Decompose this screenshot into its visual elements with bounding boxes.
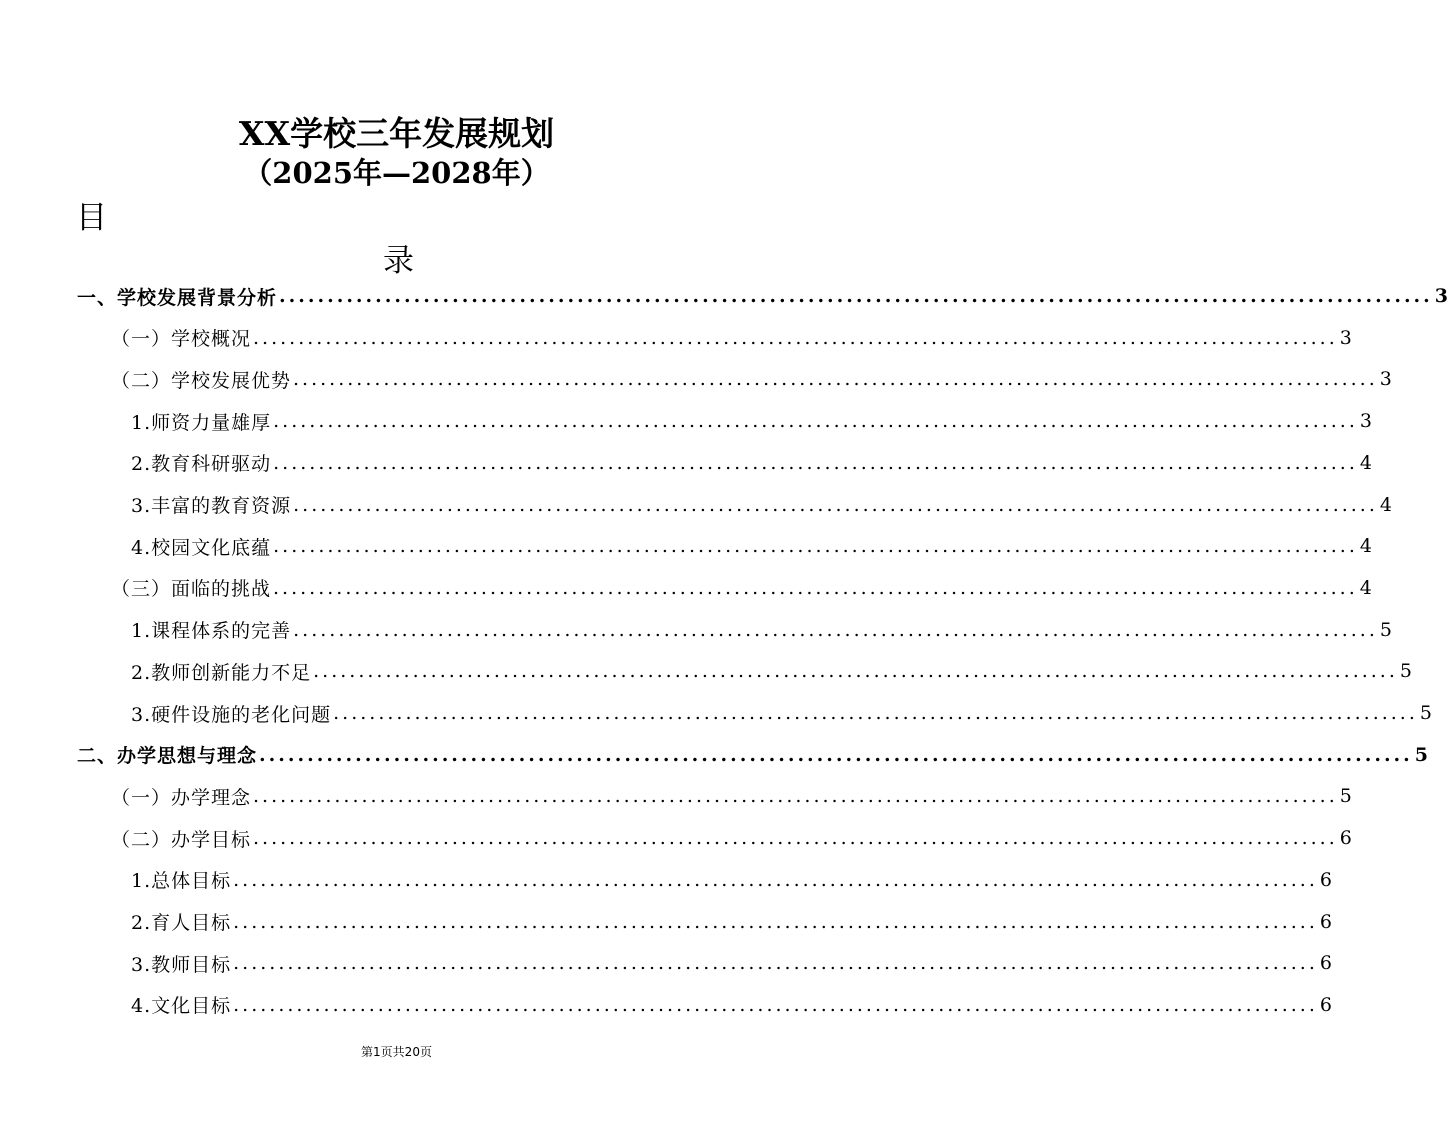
toc-leader-dots: ........................................................................................................................ xyxy=(253,326,1338,349)
toc-page-number: 5 xyxy=(1414,743,1429,766)
toc-entry-text: （一）办学理念 xyxy=(111,786,252,809)
document-title: XX学校三年发展规划 xyxy=(238,114,555,153)
toc-leader-dots: ........................................................................................................................ xyxy=(233,868,1318,891)
toc-entry[interactable] xyxy=(131,528,1372,564)
toc-heading-part1: 目 xyxy=(76,200,107,236)
toc-page-number: 4 xyxy=(1359,576,1372,599)
toc-entry-text: （二）学校发展优势 xyxy=(111,369,292,392)
toc-leader-dots: ........................................................................................................................ xyxy=(293,368,1378,391)
toc-entry-text: 3.丰富的教育资源 xyxy=(131,495,292,517)
toc-entry[interactable] xyxy=(131,695,1432,731)
toc-entry-text: 4.文化目标 xyxy=(131,995,232,1018)
toc-leader-dots: ........................................................................................................................ xyxy=(333,702,1418,724)
toc-page-number: 5 xyxy=(1399,660,1412,683)
toc-page-number: 6 xyxy=(1319,993,1332,1016)
toc-leader-dots: ........................................................................................................................ xyxy=(253,785,1338,808)
toc-page-number: 4 xyxy=(1359,451,1372,474)
toc-page-number: 5 xyxy=(1339,785,1352,808)
toc-entry[interactable] xyxy=(131,612,1392,648)
toc-leader-dots: ........................................................................................................................ xyxy=(273,576,1358,599)
toc-entry-text: 3.硬件设施的老化问题 xyxy=(131,703,332,726)
toc-page-number: 6 xyxy=(1319,952,1332,975)
toc-entry[interactable] xyxy=(131,487,1392,523)
toc-entry-text: 1.课程体系的完善 xyxy=(131,620,292,643)
toc-leader-dots: ........................................................................................................................ xyxy=(293,618,1378,641)
toc-entry-text: 2.育人目标 xyxy=(131,912,232,934)
toc-entry[interactable] xyxy=(77,278,1448,314)
toc-entry[interactable] xyxy=(131,445,1372,481)
toc-entry-text: 二、办学思想与理念 xyxy=(77,745,258,768)
toc-entry-text: 一、学校发展背景分析 xyxy=(77,286,278,309)
toc-leader-dots: ........................................................................................................................ xyxy=(253,827,1338,850)
toc-entry-text: 2.教育科研驱动 xyxy=(131,453,272,476)
toc-entry[interactable] xyxy=(111,778,1352,814)
toc-entry-text: （二）办学目标 xyxy=(111,828,252,851)
toc-entry-text: （三）面临的挑战 xyxy=(111,578,272,601)
toc-leader-dots: ........................................................................................................................ xyxy=(233,993,1318,1016)
toc-leader-dots: ........................................................................................................................ xyxy=(233,952,1318,975)
toc-entry[interactable] xyxy=(131,945,1332,981)
toc-leader-dots: ........................................................................................................................ xyxy=(279,285,1433,307)
toc-entry[interactable] xyxy=(111,570,1372,606)
toc-entry[interactable] xyxy=(111,320,1352,356)
toc-page-number: 3 xyxy=(1339,326,1352,349)
toc-entry[interactable] xyxy=(131,403,1372,439)
toc-entry-text: 1.师资力量雄厚 xyxy=(131,411,272,434)
toc-entry[interactable] xyxy=(131,862,1332,898)
toc-leader-dots: ........................................................................................................................ xyxy=(233,910,1318,933)
toc-entry-text: 3.教师目标 xyxy=(131,953,232,976)
toc-page-number: 4 xyxy=(1379,493,1392,516)
toc-page-number: 3 xyxy=(1359,410,1372,433)
toc-leader-dots: ........................................................................................................................ xyxy=(259,743,1413,766)
toc-entry-text: 1.总体目标 xyxy=(131,870,232,893)
toc-entry[interactable] xyxy=(77,737,1429,773)
toc-entry-text: 2.教师创新能力不足 xyxy=(131,661,312,684)
toc-entry[interactable] xyxy=(131,653,1412,689)
toc-leader-dots: ........................................................................................................................ xyxy=(273,535,1358,558)
toc-page-number: 5 xyxy=(1419,702,1432,724)
toc-entry-text: 4.校园文化底蕴 xyxy=(131,536,272,559)
toc-page-number: 6 xyxy=(1319,868,1332,891)
toc-entry[interactable] xyxy=(111,361,1392,397)
toc-page-number: 3 xyxy=(1434,285,1448,307)
toc-heading-part2: 录 xyxy=(383,243,414,279)
toc-leader-dots: ........................................................................................................................ xyxy=(273,410,1358,433)
toc-page-number: 5 xyxy=(1379,618,1392,641)
toc-entry[interactable] xyxy=(131,904,1332,940)
document-subtitle: （2025年—2028年） xyxy=(243,156,550,190)
toc-entry-text: （一）学校概况 xyxy=(111,328,252,351)
toc-entry[interactable] xyxy=(111,820,1352,856)
toc-page-number: 4 xyxy=(1359,535,1372,558)
toc-page-number: 3 xyxy=(1379,368,1392,391)
toc-leader-dots: ........................................................................................................................ xyxy=(273,451,1358,474)
page-footer: 第1页共20页 xyxy=(361,1045,432,1059)
toc-entry[interactable] xyxy=(131,987,1332,1023)
toc-leader-dots: ........................................................................................................................ xyxy=(293,493,1378,516)
toc-leader-dots: ........................................................................................................................ xyxy=(313,660,1398,683)
toc-page-number: 6 xyxy=(1339,827,1352,850)
toc-page-number: 6 xyxy=(1319,910,1332,933)
